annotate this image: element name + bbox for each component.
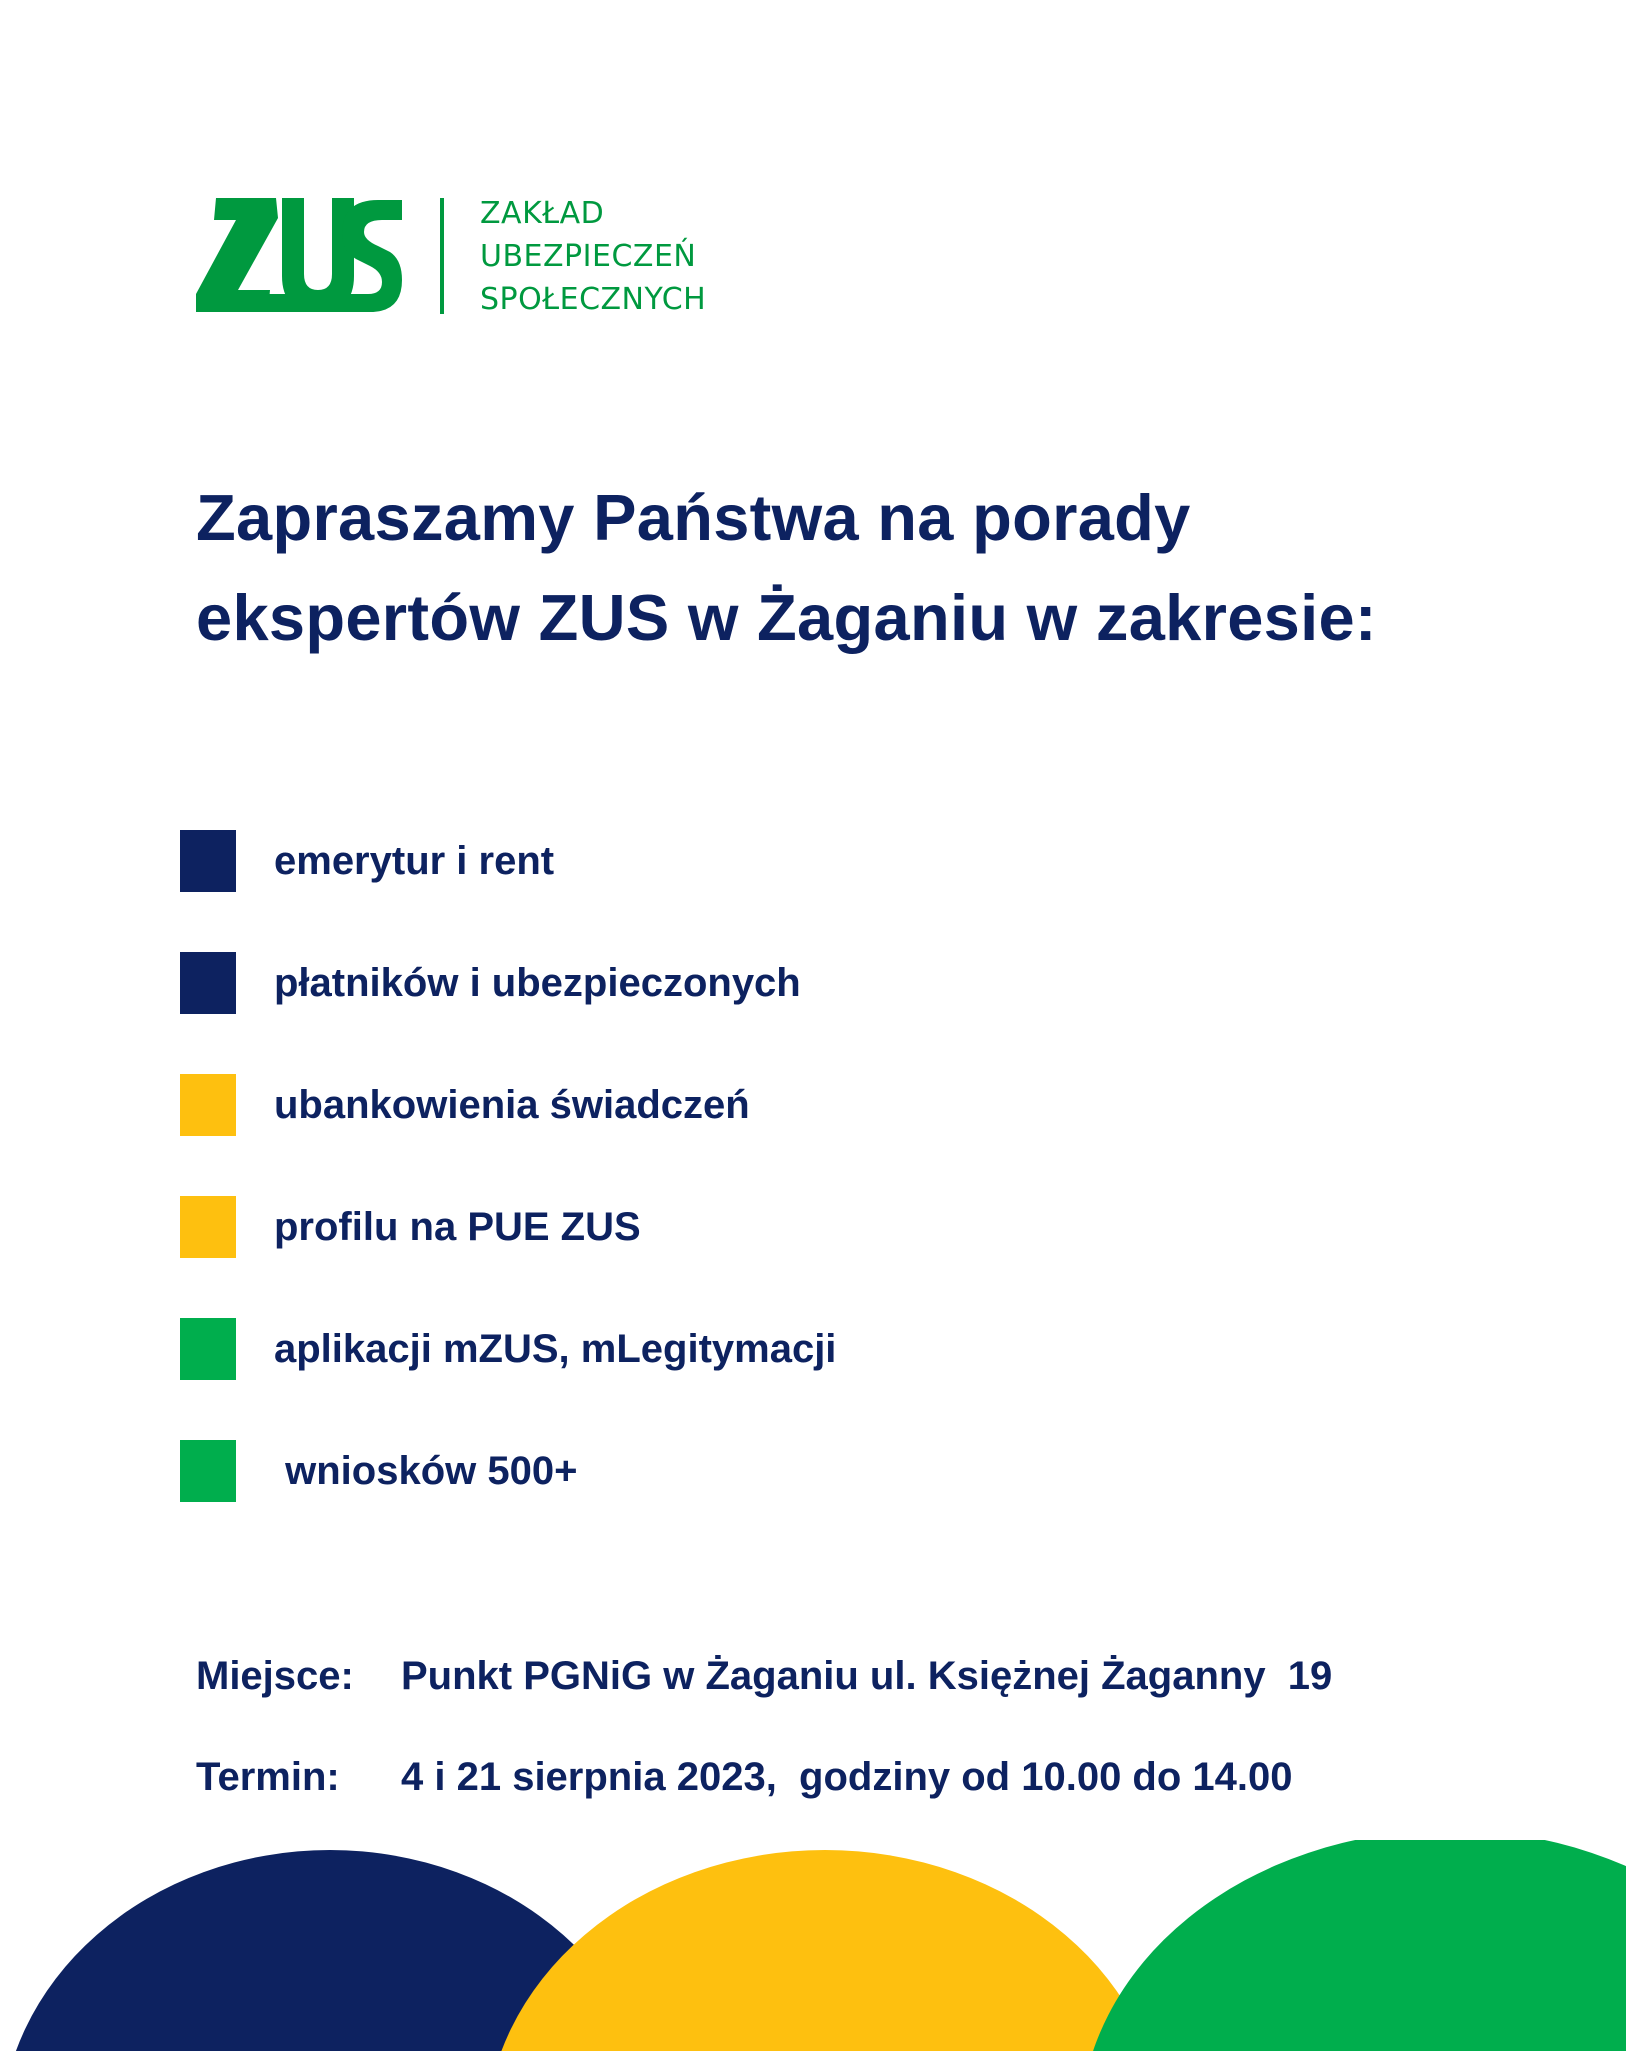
zus-logo	[196, 196, 756, 316]
decorative-circle-green	[1080, 1840, 1626, 2051]
square-bullet-icon	[180, 1074, 236, 1136]
topic-label: płatników i ubezpieczonych	[274, 961, 801, 1005]
topic-label: wniosków 500+	[274, 1449, 578, 1493]
list-item	[180, 1074, 1380, 1196]
list-item	[180, 1318, 1380, 1440]
square-bullet-icon	[180, 1440, 236, 1502]
event-place	[196, 1651, 1456, 1701]
list-item	[180, 830, 1380, 952]
place-value: Punkt PGNiG w Żaganiu ul. Księżnej Żaganny 19	[401, 1654, 1333, 1698]
list-item	[180, 1440, 1380, 1562]
list-item	[180, 1196, 1380, 1318]
logo-name-line-3: SPOŁECZNYCH	[480, 282, 707, 317]
list-item	[180, 952, 1380, 1074]
square-bullet-icon	[180, 1196, 236, 1258]
page-title	[196, 468, 1456, 668]
decorative-circle-yellow	[485, 1850, 1165, 2051]
topic-label: profilu na PUE ZUS	[274, 1205, 641, 1249]
topics-list	[180, 830, 1380, 1562]
logo-name-line-2: UBEZPIECZEŃ	[480, 239, 697, 274]
topic-label: aplikacji mZUS, mLegitymacji	[274, 1327, 837, 1371]
topic-label: ubankowienia świadczeń	[274, 1083, 750, 1127]
decorative-circles	[0, 1840, 1626, 2051]
event-term	[196, 1752, 1456, 1802]
topic-label: emerytur i rent	[274, 839, 555, 883]
square-bullet-icon	[180, 952, 236, 1014]
square-bullet-icon	[180, 1318, 236, 1380]
term-label: Termin:	[196, 1755, 340, 1799]
page-title-line-2: ekspertów ZUS w Żaganiu w zakresie:	[196, 581, 1377, 654]
logo-name-line-1: ZAKŁAD	[480, 196, 605, 231]
logo-institution-name	[480, 192, 706, 321]
place-label: Miejsce:	[196, 1654, 354, 1698]
square-bullet-icon	[180, 830, 236, 892]
zus-logo-mark	[196, 196, 402, 314]
term-value: 4 i 21 sierpnia 2023, godziny od 10.00 do 14.00	[401, 1755, 1293, 1799]
page-title-line-1: Zapraszamy Państwa na porady	[196, 481, 1191, 554]
logo-divider	[440, 198, 444, 314]
